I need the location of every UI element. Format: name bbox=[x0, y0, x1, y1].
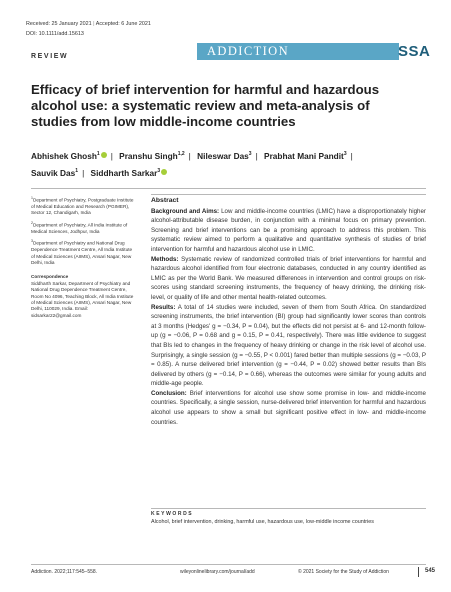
abstract-top-rule bbox=[151, 194, 426, 195]
society-logo: SSA bbox=[398, 43, 431, 60]
publication-dates bbox=[26, 21, 151, 27]
doi[interactable]: DOI: 10.1111/add.15613 bbox=[26, 31, 84, 37]
journal-name: ADDICTION bbox=[207, 44, 290, 58]
affiliation-2: $^2$Department of Psychiatry, All India Institute of Medical Sciences, Jodhpur, India bbox=[31, 220, 128, 234]
received-date: Received: 25 January 2021 bbox=[26, 21, 92, 27]
abstract-heading: Abstract bbox=[151, 197, 179, 204]
keywords-text: Alcohol, brief intervention, drinking, harmful use, hazardous use, low-middle income countries bbox=[151, 519, 374, 525]
abstract-background: Background and Aims: Low and middle-income countries (LMIC) have a disproportionately higher alcohol-attributable disease burden, in conjunction with a minimal focus on primary prevention. Screening and brief interventions can be a promising approach to address this problem. This systematic review aimed to perform a qualitative and quantitative synthesis of studies of brief intervention for harmful and hazardous alcohol use in LMIC. bbox=[151, 207, 426, 253]
abstract-results: Results: A total of 14 studies were included, seven of them from South Africa. On standardized screening instruments, the brief intervention (BI) group had significantly lower scores than controls at 3 months (Hedges' g = −0.34, P = 0.04), but the effects did not persist at 6- and 12-month follow-up (g = −0.06, P = 0.68 and g = 0.15, P = 0.41, respectively). There was little evidence to suggest that BIs led to changes in the frequency of heavy drinking or change in the risk level of alcohol use. Surprisingly, a single session (g = −0.55, P < 0.001) fared better than multiple sessions (g = −0.03, P = 0.85). A nurse delivered brief intervention (g = −0.44, P = 0.02) showed better results than BIs delivered by others (g = −0.14, P = 0.66), whereas the outcomes were similar for young adults and middle-age people. bbox=[151, 303, 426, 388]
affiliations bbox=[31, 195, 136, 322]
affiliation-1: $^1$Department of Psychiatry, Postgraduate Institute of Medical Education and Research (PGIMER), Sector 12, Chandigarh, India bbox=[31, 196, 134, 216]
article-title: Efficacy of brief intervention for harmful and hazardous alcohol use: a systematic review and meta-analysis of studies from low middle-income countries bbox=[31, 82, 380, 129]
divider bbox=[31, 188, 426, 189]
abstract-conclusion: Conclusion: Brief interventions for alcohol use show some promise in low- and middle-income countries. Specifically, a single session, nurse-delivered brief intervention for harmful and hazardous alcohol use appears to show a small but significant positive effect in low- and middle-income countries. bbox=[151, 389, 426, 426]
journal-banner bbox=[197, 43, 399, 60]
author-5[interactable]: Sauvik Das$^1$ bbox=[31, 167, 79, 178]
keywords-rule bbox=[151, 508, 426, 509]
author-separator: | bbox=[350, 150, 353, 161]
section-label: REVIEW bbox=[31, 53, 69, 60]
journal-url[interactable]: wileyonlinelibrary.com/journal/add bbox=[180, 569, 255, 575]
correspondence-text: Siddharth Sarkar, Department of Psychiatry and National Drug Dependence Treatment Centre, Room No 4096, Teaching Block, All India Institute of Medical Sciences (AIIMS), Ansari Nagar, New Delhi, 110029, India. Email: sidsarkar22@gmail.com bbox=[31, 280, 134, 318]
correspondence bbox=[31, 274, 136, 319]
author-separator: | bbox=[255, 150, 258, 161]
keywords-heading: KEYWORDS bbox=[151, 511, 194, 517]
author-separator: | bbox=[110, 150, 113, 161]
orcid-icon[interactable] bbox=[161, 169, 167, 175]
author-6[interactable]: Siddharth Sarkar$^3$ bbox=[91, 168, 168, 178]
abstract-methods: Methods: Systematic review of randomized controlled trials of brief interventions for harmful and hazardous alcohol identified from four electronic databases, conducted in any country identified as LMIC as per the World Bank. We measured differences in intervention and control groups on risk-scores using standard screening instruments, the frequency of heavy drinking, the drinking risk-level, or quality of life and other mental health-related outcomes. bbox=[151, 255, 426, 301]
footer-rule bbox=[31, 564, 426, 565]
affiliation-3: $^3$Department of Psychiatry and National Drug Dependence Treatment Centre, All India Institute of Medical Sciences (AIIMS), Ansari Nagar, New Delhi, India bbox=[31, 239, 133, 265]
author-separator: | bbox=[82, 167, 85, 178]
author-2[interactable]: Pranshu Singh$^{1,2}$ bbox=[119, 150, 185, 161]
orcid-icon[interactable] bbox=[101, 152, 107, 158]
author-1[interactable]: Abhishek Ghosh$^1$ bbox=[31, 151, 107, 161]
author-4[interactable]: Prabhat Mani Pandit$^3$ bbox=[264, 150, 347, 161]
author-separator: | bbox=[188, 150, 191, 161]
author-3[interactable]: Nileswar Das$^3$ bbox=[197, 150, 252, 161]
author-list bbox=[31, 147, 431, 181]
page-divider bbox=[418, 567, 419, 577]
page-number: 545 bbox=[425, 568, 436, 574]
copyright: © 2021 Society for the Study of Addiction bbox=[298, 569, 389, 575]
correspondence-heading: Correspondence bbox=[31, 274, 69, 280]
citation: Addiction. 2022;117:545–558. bbox=[31, 569, 98, 575]
date-separator: | bbox=[93, 21, 96, 27]
accepted-date: Accepted: 6 June 2021 bbox=[95, 21, 151, 27]
abstract bbox=[151, 196, 426, 427]
